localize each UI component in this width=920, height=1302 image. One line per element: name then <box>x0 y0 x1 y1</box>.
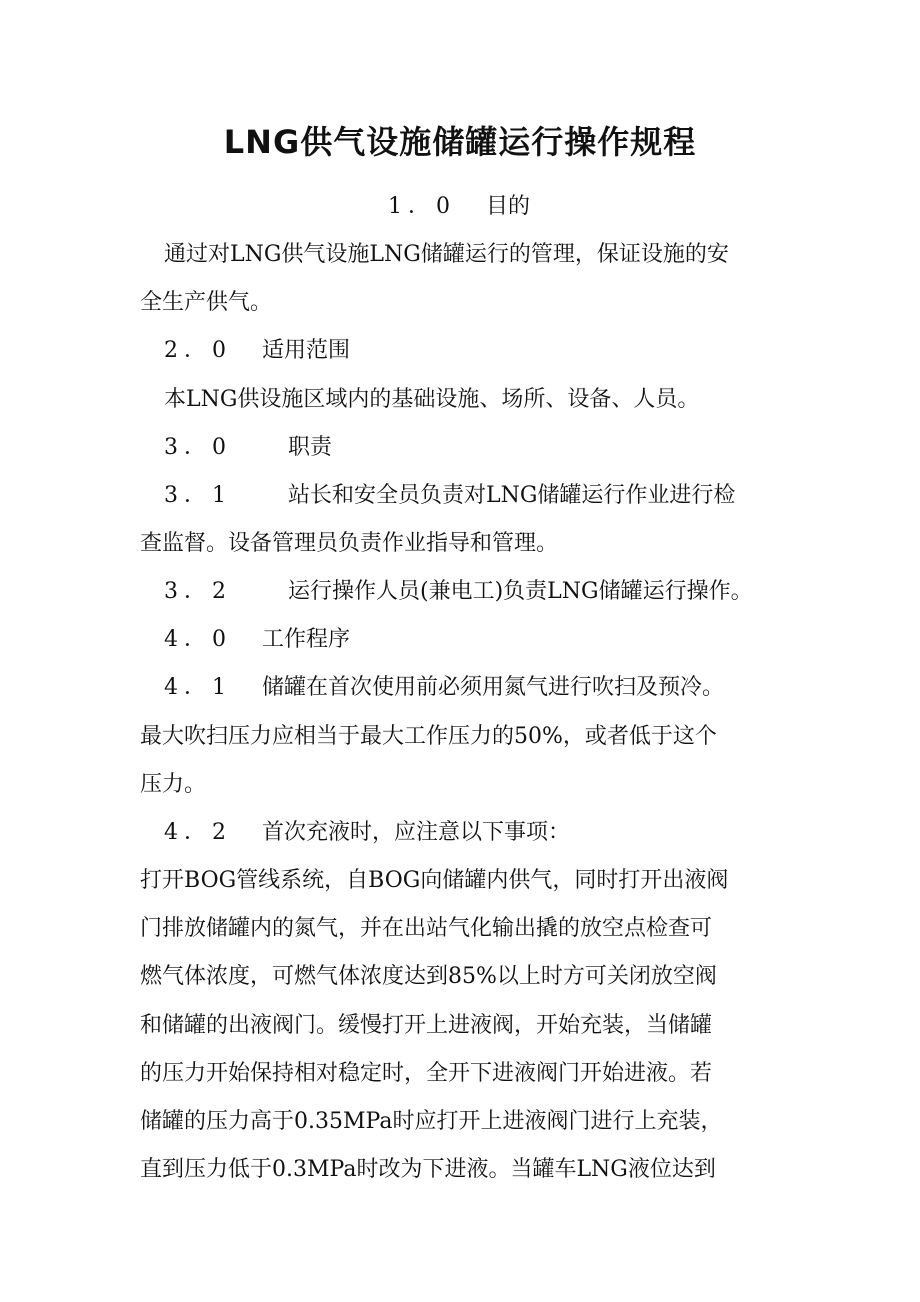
section-title: 职责 <box>288 435 333 460</box>
paragraph-line: 本LNG供设施区域内的基础设施、场所、设备、人员。 <box>164 387 700 412</box>
section-number: 3．0 <box>164 435 232 460</box>
paragraph-line: 门排放储罐内的氮气，并在出站气化输出撬的放空点检查可 <box>140 916 713 941</box>
section-2-heading <box>164 336 350 366</box>
paragraph-line: 通过对LNG供气设施LNG储罐运行的管理，保证设施的安 <box>164 242 729 267</box>
paragraph-line: 储罐的压力高于0.35MPa时应打开上进液阀门进行上充装， <box>140 1109 723 1134</box>
section-4-1 <box>164 673 724 703</box>
paragraph-line: 最大吹扫压力应相当于最大工作压力的50%，或者低于这个 <box>140 724 717 749</box>
section-4-heading <box>164 625 350 655</box>
section-number: 2．0 <box>164 338 232 363</box>
section-number: 4．0 <box>164 627 232 652</box>
section-number: 4．2 <box>164 820 232 845</box>
section-title: 工作程序 <box>262 627 351 652</box>
section-number: 1．0 <box>388 194 456 219</box>
paragraph-line: 的压力开始保持相对稳定时，全开下进液阀门开始进液。若 <box>140 1061 713 1086</box>
section-4-2 <box>164 818 570 848</box>
paragraph-line: 直到压力低于0.3MPa时改为下进液。当罐车LNG液位达到 <box>140 1157 716 1182</box>
section-text: 站长和安全员负责对LNG储罐运行作业进行检 <box>288 483 736 508</box>
paragraph-line: 燃气体浓度，可燃气体浓度达到85%以上时方可关闭放空阀 <box>140 964 717 989</box>
paragraph-line: 打开BOG管线系统，自BOG向储罐内供气，同时打开出液阀 <box>140 868 729 893</box>
section-number: 4．1 <box>164 675 232 700</box>
paragraph-line: 压力。 <box>140 772 207 797</box>
document-title: LNG供气设施储罐运行操作规程 <box>223 123 697 161</box>
paragraph-line: 和储罐的出液阀门。缓慢打开上进液阀，开始充装，当储罐 <box>140 1013 713 1038</box>
section-title: 适用范围 <box>262 338 351 363</box>
paragraph-line: 全生产供气。 <box>140 290 273 315</box>
section-3-1 <box>164 481 735 511</box>
section-text: 首次充液时，应注意以下事项： <box>262 820 571 845</box>
section-title: 目的 <box>486 194 531 219</box>
section-text: 储罐在首次使用前必须用氮气进行吹扫及预冷。 <box>262 675 725 700</box>
section-3-heading <box>164 433 332 463</box>
section-number: 3．1 <box>164 483 232 508</box>
section-3-2 <box>164 577 753 607</box>
paragraph-line: 查监督。设备管理员负责作业指导和管理。 <box>140 531 559 556</box>
section-1-heading <box>388 192 530 222</box>
section-number: 3．2 <box>164 579 232 604</box>
section-text: 运行操作人员(兼电工)负责LNG储罐运行操作。 <box>288 579 753 604</box>
